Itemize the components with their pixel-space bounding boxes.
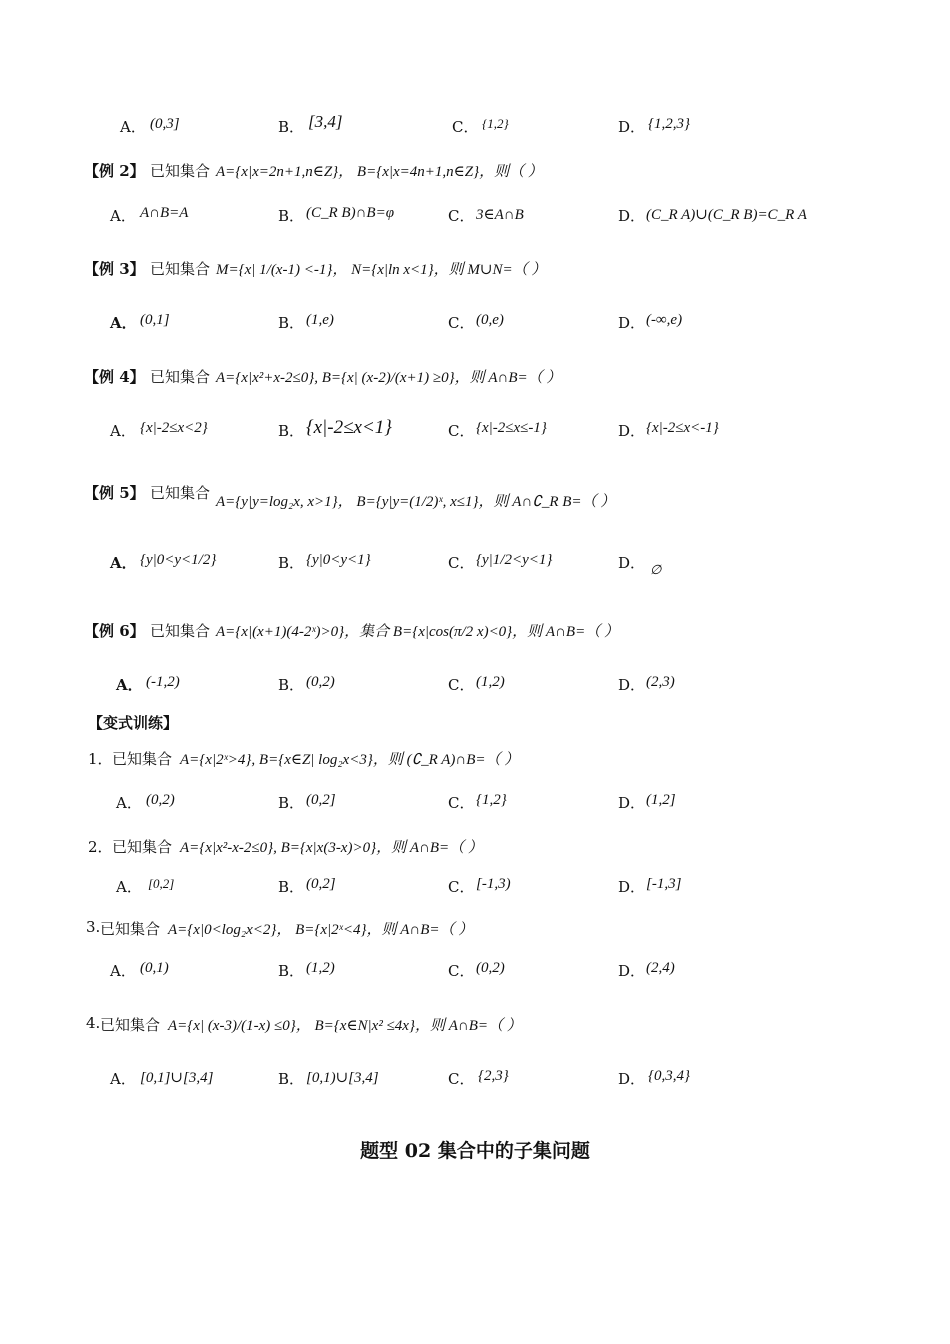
- option-d-value: (2,3): [646, 674, 675, 690]
- option-row: [0, 876, 950, 916]
- section-title-row: [0, 1136, 950, 1176]
- option-b-label: B．: [278, 676, 305, 694]
- option-a-value: A∩B=A: [140, 205, 189, 221]
- question-formula: A={x|0<log₂x<2}， B={x|2ˣ<4}，则 A∩B=（ ）: [168, 922, 474, 938]
- example-question: [0, 620, 950, 660]
- option-c-label: C．: [448, 878, 475, 896]
- example-question: [0, 258, 950, 298]
- option-c-value: (1,2): [476, 674, 505, 690]
- option-c-value: (0,2): [476, 960, 505, 976]
- option-b-value: {x|-2≤x<1}: [306, 417, 392, 438]
- option-a-label: A．: [110, 422, 136, 440]
- option-d-label: D．: [618, 207, 646, 225]
- option-row: [0, 312, 950, 352]
- question-stem: 已知集合: [112, 838, 173, 856]
- option-a-label: A．: [116, 676, 143, 694]
- option-b-value: (0,2): [306, 674, 335, 690]
- option-d-label: D．: [618, 962, 646, 980]
- practice-heading: 【变式训练】: [88, 714, 179, 732]
- example-formula: A={x|x=2n+1,n∈Z}， B={x|x=4n+1,n∈Z}，则（ ）: [216, 164, 543, 180]
- section-title: 题型 02 集合中的子集问题: [360, 1140, 590, 1162]
- option-a-value: (0,1): [140, 960, 169, 976]
- option-d-label: D．: [618, 314, 646, 332]
- option-a-label: A．: [110, 962, 136, 980]
- question-stem: 已知集合: [112, 750, 173, 768]
- option-d-label: D．: [618, 554, 646, 572]
- option-b-label: B．: [278, 422, 305, 440]
- option-d-value: (1,2]: [646, 792, 676, 808]
- example-question: [0, 160, 950, 200]
- question-formula: A={x| (x-3)/(1-x) ≤0}， B={x∈N|x² ≤4x}，则 A∩B=（ ）: [168, 1018, 522, 1034]
- option-b-label: B．: [278, 207, 305, 225]
- question-number: 4.: [86, 1014, 101, 1032]
- option-a-value: (-1,2): [146, 674, 180, 690]
- option-b-value: [0,1)∪[3,4]: [306, 1070, 379, 1086]
- example-tag: 【例 6】: [84, 622, 145, 640]
- example-formula: A={y|y=log₂x, x>1}， B={y|y=(1/2)ˣ, x≤1}，则 A∩∁_R B=（ ）: [216, 494, 616, 510]
- option-a-label: A．: [110, 207, 136, 225]
- option-b-value: (0,2]: [306, 876, 336, 892]
- example-question: [0, 482, 950, 522]
- option-b-value: (1,2): [306, 960, 335, 976]
- option-b-label: B．: [278, 314, 305, 332]
- option-b-label: B．: [278, 118, 305, 136]
- option-row: [0, 112, 950, 156]
- option-c-value: {1,2}: [476, 792, 507, 808]
- option-a-label: A．: [110, 1070, 136, 1088]
- option-c-value: [-1,3): [476, 876, 511, 892]
- option-c-value: {x|-2≤x≤-1}: [476, 420, 547, 436]
- example-tag: 【例 3】: [84, 260, 145, 278]
- question-stem: 已知集合: [100, 1016, 161, 1034]
- option-d-value: (-∞,e): [646, 312, 683, 328]
- question-number: 3.: [86, 918, 101, 936]
- option-c-label: C．: [448, 422, 475, 440]
- option-d-label: D．: [618, 794, 646, 812]
- option-b-value: {y|0<y<1}: [306, 552, 371, 568]
- option-d-label: D．: [618, 118, 646, 136]
- option-d-value: {0,3,4}: [648, 1068, 690, 1084]
- option-row: [0, 552, 950, 592]
- option-d-label: D．: [618, 878, 646, 896]
- option-b-value: (0,2]: [306, 792, 336, 808]
- option-a-label: A．: [116, 794, 142, 812]
- question-number: 1．: [88, 750, 113, 768]
- option-c-label: C．: [448, 554, 475, 572]
- example-stem: 已知集合: [150, 368, 211, 386]
- option-a-label: A．: [110, 554, 137, 572]
- option-c-value: 3∈A∩B: [476, 207, 524, 223]
- option-d-label: D．: [618, 676, 646, 694]
- option-c-label: C．: [448, 794, 475, 812]
- example-stem: 已知集合: [150, 484, 211, 502]
- option-a-value: [0,2]: [148, 876, 175, 891]
- option-b-label: B．: [278, 878, 305, 896]
- option-c-label: C．: [448, 962, 475, 980]
- practice-heading-row: [0, 712, 950, 752]
- option-d-value: (2,4): [646, 960, 675, 976]
- option-c-value: {2,3}: [478, 1068, 509, 1084]
- option-a-value: (0,3]: [150, 116, 180, 132]
- option-d-value: {x|-2≤x<-1}: [646, 420, 719, 436]
- question-formula: A={x|x²-x-2≤0}, B={x|x(3-x)>0}，则 A∩B=（ ）: [180, 840, 483, 856]
- option-d-value: (C_R A)∪(C_R B)=C_R A: [646, 207, 807, 223]
- option-a-value: (0,1]: [140, 312, 170, 328]
- option-a-value: {y|0<y<1/2}: [140, 552, 217, 568]
- option-a-label: A．: [110, 314, 137, 332]
- option-a-value: {x|-2≤x<2}: [140, 420, 208, 436]
- example-tag: 【例 5】: [84, 484, 145, 502]
- option-row: [0, 792, 950, 832]
- option-c-label: C．: [448, 314, 475, 332]
- example-tag: 【例 4】: [84, 368, 145, 386]
- option-b-label: B．: [278, 962, 305, 980]
- option-c-value: {y|1/2<y<1}: [476, 552, 553, 568]
- example-question: [0, 366, 950, 406]
- option-c-label: C．: [452, 118, 479, 136]
- option-b-label: B．: [278, 794, 305, 812]
- option-c-value: {1,2}: [482, 116, 509, 131]
- option-c-label: C．: [448, 207, 475, 225]
- option-a-value: [0,1]∪[3,4]: [140, 1070, 214, 1086]
- option-b-value: (C_R B)∩B=φ: [306, 205, 394, 221]
- option-row: [0, 417, 950, 460]
- example-stem: 已知集合: [150, 260, 211, 278]
- option-c-label: C．: [448, 1070, 475, 1088]
- option-a-value: (0,2): [146, 792, 175, 808]
- question-stem: 已知集合: [100, 920, 161, 938]
- option-row: [0, 1068, 950, 1108]
- question-formula: A={x|2ˣ>4}, B={x∈Z| log₂x<3}，则 (∁_R A)∩B=（ ）: [180, 752, 520, 768]
- option-a-label: A．: [116, 878, 142, 896]
- example-stem: 已知集合: [150, 162, 211, 180]
- option-d-label: D．: [618, 422, 646, 440]
- example-formula: A={x|x²+x-2≤0}, B={x| (x-2)/(x+1) ≥0}，则 A∩B=（ ）: [216, 370, 562, 386]
- practice-question: [0, 1014, 950, 1054]
- example-formula: M={x| 1/(x-1) <-1}， N={x|ln x<1}，则 M∪N=（ ）: [216, 262, 547, 278]
- option-d-value: [-1,3]: [646, 876, 682, 892]
- option-row: [0, 205, 950, 245]
- option-c-value: (0,e): [476, 312, 504, 328]
- practice-question: [0, 836, 950, 876]
- option-b-value: (1,e): [306, 312, 334, 328]
- example-stem: 已知集合: [150, 622, 211, 640]
- option-b-label: B．: [278, 1070, 305, 1088]
- option-d-value: ∅: [650, 562, 662, 577]
- practice-question: [0, 748, 950, 788]
- example-formula: A={x|(x+1)(4-2ˣ)>0}，集合 B={x|cos(π/2 x)<0}，则 A∩B=（ ）: [216, 624, 619, 640]
- option-b-label: B．: [278, 554, 305, 572]
- option-b-value: [3,4]: [308, 112, 343, 131]
- practice-question: [0, 918, 950, 958]
- option-c-label: C．: [448, 676, 475, 694]
- example-tag: 【例 2】: [84, 162, 145, 180]
- option-a-label: A．: [120, 118, 146, 136]
- option-d-label: D．: [618, 1070, 646, 1088]
- option-row: [0, 674, 950, 714]
- question-number: 2．: [88, 838, 113, 856]
- option-d-value: {1,2,3}: [648, 116, 690, 132]
- option-row: [0, 960, 950, 1000]
